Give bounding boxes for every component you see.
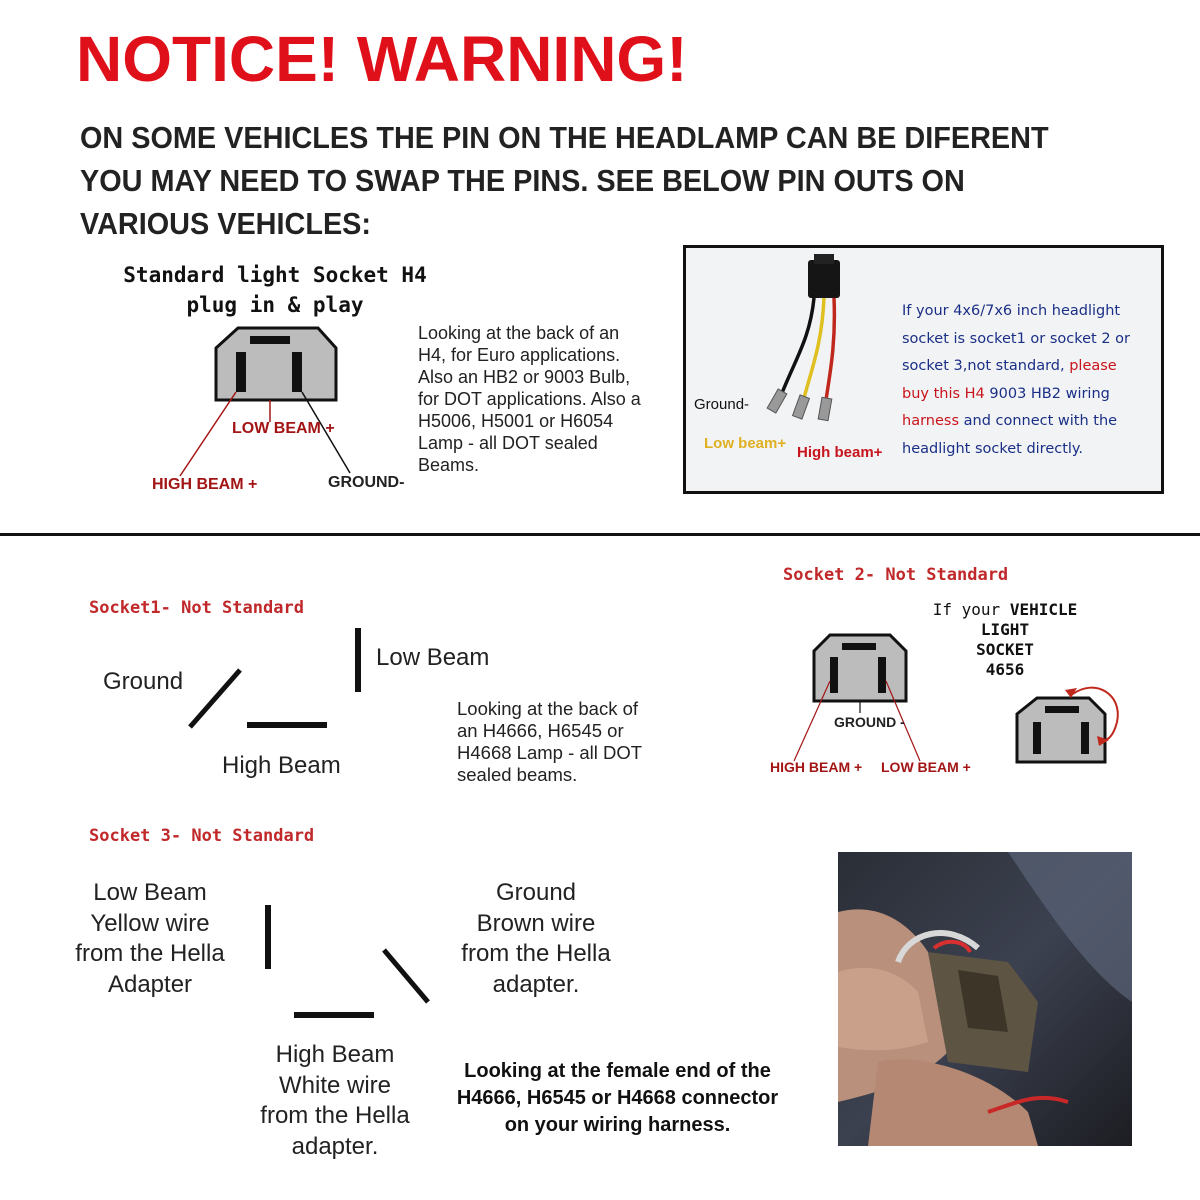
harness-connector — [808, 260, 840, 298]
harness-high-beam-label: High beam+ — [797, 444, 883, 461]
warning-subtitle: ON SOME VEHICLES THE PIN ON THE HEADLAMP CAN BE DIFERENT YOU MAY NEED TO SWAP THE PINS. SEE BELOW PIN OUTS ON VARIOUS VEHICLES: — [80, 120, 1049, 241]
high-beam-wire — [826, 298, 834, 400]
standard-socket-title: Standard light Socket H4 plug in & play — [123, 263, 427, 317]
high-beam-terminal — [818, 397, 832, 420]
harness-panel — [683, 245, 1164, 494]
socket1-pin-diagram — [180, 620, 380, 740]
socket3-high-beam-pin — [294, 1012, 374, 1018]
low-beam-wire — [804, 298, 824, 398]
socket3-ground-pin — [384, 950, 428, 1002]
harness-instructions: If your 4x6/7x6 inch headlight socket is socket1 or socket 2 or socket 3,not standard, please buy this H4 9003 HB2 wiring harness and connect with the headlight socket directly. — [902, 303, 1131, 457]
h4-left-pin — [236, 352, 246, 392]
socket2-ground-label: GROUND - — [834, 714, 905, 730]
socket3-note: Looking at the female end of the H4666, H6545 or H4668 connector on your wiring harness. — [456, 1060, 779, 1136]
std-low-beam-label: LOW BEAM + — [232, 420, 335, 437]
h4-top-pin — [250, 336, 290, 344]
socket1-low-beam-pin — [355, 628, 361, 692]
socket1-ground-label: Ground — [103, 668, 184, 695]
standard-description: Looking at the back of an H4, for Euro applications. Also an HB2 or 9003 Bulb, for DOT applications. Also a H5006, H5001 or H6054 Lamp - all DOT sealed Beams. — [418, 323, 641, 475]
connector-photo — [838, 852, 1132, 1146]
low-beam-terminal — [793, 395, 810, 419]
socket1-title: Socket1- Not Standard — [89, 598, 304, 618]
socket2-high-beam-label: HIGH BEAM + — [770, 759, 863, 775]
socket3-title: Socket 3- Not Standard — [89, 826, 315, 846]
h4-right-pin — [292, 352, 302, 392]
std-ground-label: GROUND- — [328, 474, 405, 491]
socket1-high-beam-label: High Beam — [222, 752, 341, 779]
socket3-low-beam-pin — [265, 905, 271, 969]
socket3-ground-label: Ground Brown wire from the Hella adapter. — [461, 879, 611, 998]
harness-ground-label: Ground- — [694, 396, 750, 413]
socket3-low-beam-label: Low Beam Yellow wire from the Hella Adapter — [75, 879, 225, 998]
socket1-ground-pin — [190, 670, 240, 727]
socket3-high-beam-label: High Beam White wire from the Hella adapter. — [260, 1041, 410, 1160]
socket2-title: Socket 2- Not Standard — [783, 565, 1009, 585]
std-high-beam-label: HIGH BEAM + — [152, 476, 258, 493]
vehicle-socket-4656-diagram — [1005, 680, 1145, 780]
socket3-pin-diagram — [260, 900, 440, 1025]
socket1-description: Looking at the back of an H4666, H6545 or H4668 Lamp - all DOT sealed beams. — [457, 698, 643, 785]
section-divider — [0, 533, 1200, 536]
socket1-high-beam-pin — [247, 722, 327, 728]
warning-title: NOTICE! WARNING! — [76, 23, 688, 95]
harness-low-beam-label: Low beam+ — [704, 435, 787, 452]
socket1-low-beam-label: Low Beam — [376, 644, 490, 671]
h4-high-beam-leader — [180, 392, 236, 476]
socket2-low-beam-label: LOW BEAM + — [881, 759, 971, 775]
vehicle-socket-note: If your VEHICLE LIGHT SOCKET 4656 — [932, 600, 1078, 679]
ground-terminal — [767, 389, 787, 413]
